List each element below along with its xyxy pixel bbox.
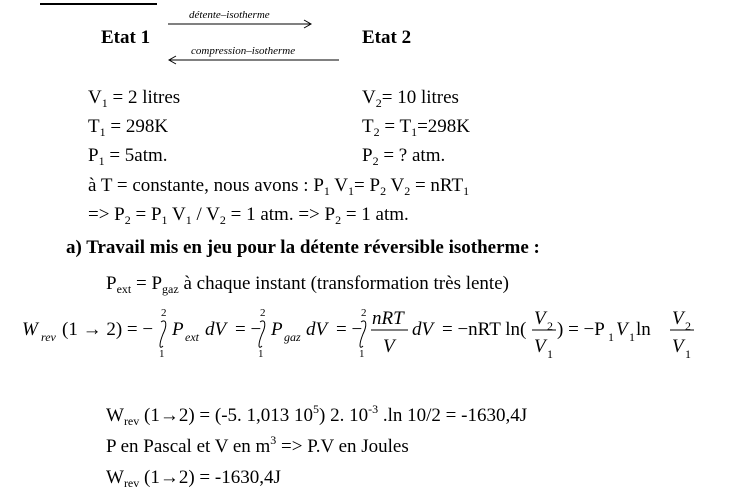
integral-1-icon [160, 321, 166, 347]
eq-v2: V [534, 308, 546, 329]
etat1-title: Etat 1 [101, 27, 151, 48]
eq-v2-sub: 2 [547, 319, 553, 333]
work-final-result: $W_{rev}$ (1→2) = -1630,4J [106, 467, 281, 490]
eq-eq5: ) = −P [557, 319, 605, 340]
eq-pext: P [172, 319, 184, 340]
work-calculation: $W_{rev}$ (1→2) = (-5. 1,013 $10^5$) 2. $10^{-3}$ .ln 10/2 = -1630,4J [106, 402, 528, 428]
eq-dv3: dV [412, 319, 434, 340]
eq-ln: ln [636, 319, 651, 340]
eq-int2-lower: 1 [258, 348, 264, 360]
eq-int3-lower: 1 [359, 348, 365, 360]
eq-int2-upper: 2 [260, 307, 266, 319]
eq-eq2: = − [235, 319, 262, 340]
left-arrow-icon [167, 55, 342, 65]
eq-frac-den: V [383, 336, 395, 357]
etat1-volume: $V_1 = 2$ litres [88, 87, 181, 110]
eq-pgaz-sub: gaz [284, 330, 301, 344]
eq-v1: V [534, 336, 546, 357]
pext-equals-pgaz: $P_{ext} = P_{gaz}$ à chaque instant (transformation très lente) [106, 273, 509, 296]
work-integral-equation [22, 300, 722, 370]
eq-w-sub: rev [41, 330, 56, 344]
eq-dv2: dV [306, 319, 328, 340]
eq-eq4: = −nRT ln( [442, 319, 527, 340]
eq-p1-sub: 1 [608, 330, 614, 344]
eq-lhs-arg: (1 → 2) = − [62, 319, 154, 340]
eq-int3-upper: 2 [361, 307, 367, 319]
eq-v1b-sub: 1 [629, 330, 635, 344]
eq-w: W [22, 319, 38, 340]
eq-v2b-sub: 2 [685, 319, 691, 333]
right-arrow-icon [168, 19, 318, 29]
etat2-pressure: $P_2$ = ? atm. [362, 145, 446, 168]
eq-eq3: = − [336, 319, 363, 340]
eq-v1c: V [672, 336, 684, 357]
etat1-pressure: $P_1 = 5atm$. [88, 145, 168, 168]
eq-v2b: V [672, 308, 684, 329]
eq-v1b: V [616, 319, 628, 340]
eq-frac-num: nRT [372, 308, 404, 329]
eq-pext-sub: ext [185, 330, 199, 344]
arrow-top-label: détente–isotherme [189, 9, 270, 21]
eq-pgaz: P [271, 319, 283, 340]
top-rule [40, 3, 157, 5]
pressure-result: => $P_2 = P_1$ $V_1 / V_2 = 1$ atm. => $P_2 = 1$ atm. [88, 204, 409, 227]
eq-dv1: dV [205, 319, 227, 340]
etat2-temperature: $T_2 = T_1=298K$ [362, 116, 471, 139]
etat2-volume: $V_2= 10$ litres [362, 87, 459, 110]
eq-v1c-sub: 1 [685, 347, 691, 361]
eq-v1-sub: 1 [547, 347, 553, 361]
isothermal-law: à T = constante, nous avons : $P_1$ $V_1= P_2$ $V_2 = nRT_1$ [88, 175, 470, 198]
etat1-temperature: $T_1 = 298K$ [88, 116, 169, 139]
section-a-title: a) Travail mis en jeu pour la détente réversible isotherme : [66, 237, 540, 258]
units-note: P en Pascal et V en $m^3 => P.V$ en Joules [106, 433, 409, 457]
eq-int1-lower: 1 [159, 348, 165, 360]
eq-int1-upper: 2 [161, 307, 167, 319]
arrow-bottom-label: compression–isotherme [191, 45, 296, 57]
etat2-title: Etat 2 [362, 27, 412, 48]
